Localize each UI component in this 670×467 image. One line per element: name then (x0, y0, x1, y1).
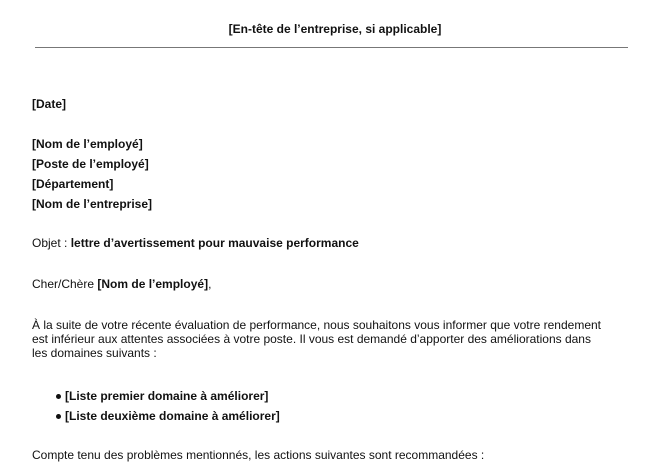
bullet-icon (56, 394, 61, 399)
greeting-line (32, 276, 211, 292)
list-item (56, 406, 280, 426)
list-item (56, 386, 280, 406)
greeting-name: [Nom de l’employé] (97, 277, 209, 291)
employee-name: [Nom de l’employé] (32, 137, 143, 151)
actions-intro: Compte tenu des problèmes mentionnés, les actions suivantes sont recommandées : (32, 448, 485, 462)
improvement-areas-list (56, 386, 280, 426)
improvement-area-2: [Liste deuxième domaine à améliorer] (65, 409, 280, 423)
bullet-icon (56, 414, 61, 419)
subject-text: lettre d’avertissement pour mauvaise performance (70, 236, 359, 250)
greeting-suffix: , (208, 277, 212, 291)
subject-line (32, 235, 359, 251)
company-name: [Nom de l’entreprise] (32, 197, 153, 211)
employee-department: [Département] (32, 177, 114, 191)
improvement-area-1: [Liste premier domaine à améliorer] (65, 389, 269, 403)
greeting-prefix: Cher/Chère (32, 277, 95, 291)
body-paragraph: À la suite de votre récente évaluation de performance, nous souhaitons vous informer que votre rendement est inférieur aux attentes associées à votre poste. Il vous est demandé d’apporter des améliorations dans les domaines suivants : (32, 318, 601, 360)
company-header: [En-tête de l’entreprise, si applicable] (228, 22, 442, 36)
date-line: [Date] (32, 97, 67, 111)
employee-position: [Poste de l’employé] (32, 157, 149, 171)
header-divider (35, 47, 628, 48)
subject-label: Objet : (32, 236, 68, 250)
